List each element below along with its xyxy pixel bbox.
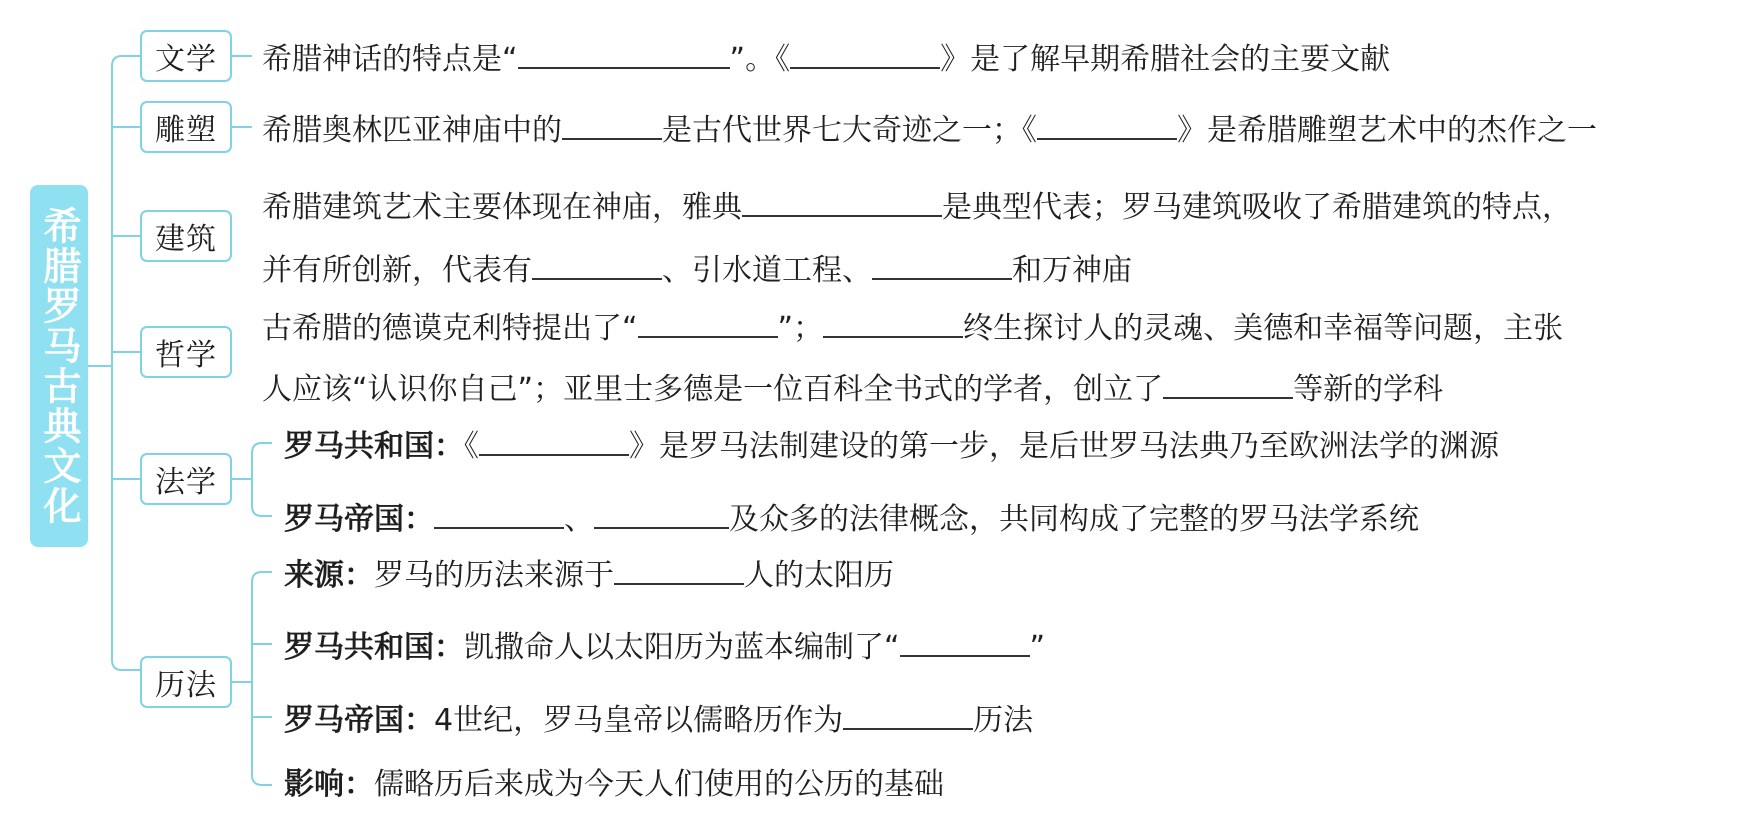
sculpture-text-part: 是古代世界七大奇迹之一；《 bbox=[662, 113, 1037, 148]
calendar-text-part: 罗马的历法来源于 bbox=[374, 558, 614, 593]
calendar-source-label: 来源： bbox=[284, 558, 374, 593]
calendar-text-part: ” bbox=[1029, 630, 1046, 665]
architecture-text-line1 bbox=[262, 189, 1572, 223]
architecture-text-part: 希腊建筑艺术主要体现在神庙，雅典 bbox=[262, 190, 742, 225]
architecture-text-part: 和万神庙 bbox=[1012, 253, 1132, 288]
literature-text bbox=[262, 41, 1390, 75]
philosophy-text-part: 等新的学科 bbox=[1293, 372, 1444, 407]
blank-field bbox=[790, 41, 940, 69]
calendar-text-part: 4世纪，罗马皇帝以儒略历作为 bbox=[434, 703, 844, 738]
philosophy-text-part: 古希腊的德谟克利特提出了“ bbox=[262, 311, 638, 346]
blank-field bbox=[638, 310, 778, 338]
blank-field bbox=[562, 112, 662, 140]
blank-field bbox=[1163, 371, 1293, 399]
philosophy-text-part: 终生探讨人的灵魂、美德和幸福等问题，主张 bbox=[963, 311, 1564, 346]
law-text-part: 》是罗马法制建设的第一步，是后世罗马法典乃至欧洲法学的渊源 bbox=[629, 429, 1499, 464]
blank-field bbox=[614, 557, 744, 585]
law-empire-text bbox=[284, 501, 1419, 535]
node-calendar bbox=[140, 656, 232, 708]
architecture-text-line2 bbox=[262, 252, 1132, 286]
law-text-part: 、 bbox=[564, 502, 594, 537]
architecture-text-part: 是典型代表；罗马建筑吸收了希腊建筑的特点， bbox=[942, 190, 1572, 225]
blank-field bbox=[742, 189, 942, 217]
literature-text-part: ”。《 bbox=[729, 42, 791, 77]
node-sculpture-label: 雕塑 bbox=[155, 113, 217, 148]
blank-field bbox=[823, 310, 963, 338]
node-calendar-label: 历法 bbox=[155, 668, 217, 703]
blank-field bbox=[594, 501, 729, 529]
root-title: 希腊罗马古典文化 bbox=[37, 206, 81, 526]
literature-text-part: 》是了解早期希腊社会的主要文献 bbox=[940, 42, 1391, 77]
calendar-text-part: 凯撒命人以太阳历为蓝本编制了“ bbox=[464, 630, 900, 665]
blank-field bbox=[872, 252, 1012, 280]
sculpture-text-part: 希腊奥林匹亚神庙中的 bbox=[262, 113, 562, 148]
calendar-influence-label: 影响： bbox=[284, 767, 374, 802]
node-philosophy bbox=[140, 326, 232, 378]
sculpture-text-part: 》是希腊雕塑艺术中的杰作之一 bbox=[1177, 113, 1597, 148]
philosophy-text-part: 人应该“认识你自己”；亚里士多德是一位百科全书式的学者，创立了 bbox=[262, 372, 1164, 407]
node-architecture bbox=[140, 210, 232, 262]
blank-field bbox=[479, 428, 629, 456]
calendar-text-part: 历法 bbox=[973, 703, 1034, 738]
blank-field bbox=[532, 252, 662, 280]
blank-field bbox=[900, 629, 1030, 657]
root-node bbox=[30, 185, 88, 547]
node-philosophy-label: 哲学 bbox=[155, 338, 217, 373]
law-empire-label: 罗马帝国： bbox=[284, 502, 434, 537]
architecture-text-part: 、引水道工程、 bbox=[662, 253, 872, 288]
calendar-republic-text bbox=[284, 629, 1045, 663]
calendar-source-text bbox=[284, 557, 894, 591]
node-literature bbox=[140, 30, 232, 82]
blank-field bbox=[1037, 112, 1177, 140]
law-republic-text bbox=[284, 428, 1499, 462]
law-text-part: 《 bbox=[464, 429, 479, 464]
calendar-empire-text bbox=[284, 702, 1033, 736]
architecture-text-part: 并有所创新，代表有 bbox=[262, 253, 532, 288]
node-law-label: 法学 bbox=[155, 465, 217, 500]
law-republic-label: 罗马共和国： bbox=[284, 429, 464, 464]
calendar-republic-label: 罗马共和国： bbox=[284, 630, 464, 665]
blank-field bbox=[518, 41, 730, 69]
calendar-empire-label: 罗马帝国： bbox=[284, 703, 434, 738]
blank-field bbox=[434, 501, 564, 529]
node-law bbox=[140, 453, 232, 505]
node-architecture-label: 建筑 bbox=[155, 222, 217, 257]
blank-field bbox=[843, 702, 973, 730]
sculpture-text bbox=[262, 112, 1597, 146]
calendar-text-part: 儒略历后来成为今天人们使用的公历的基础 bbox=[374, 767, 944, 802]
node-sculpture bbox=[140, 101, 232, 153]
node-literature-label: 文学 bbox=[155, 42, 217, 77]
calendar-influence-text bbox=[284, 767, 944, 802]
philosophy-text-line2 bbox=[262, 371, 1443, 405]
law-text-part: 及众多的法律概念，共同构成了完整的罗马法学系统 bbox=[729, 502, 1419, 537]
calendar-text-part: 人的太阳历 bbox=[744, 558, 894, 593]
philosophy-text-line1 bbox=[262, 310, 1563, 344]
literature-text-part: 希腊神话的特点是“ bbox=[262, 42, 518, 77]
philosophy-text-part: ”； bbox=[777, 311, 824, 346]
